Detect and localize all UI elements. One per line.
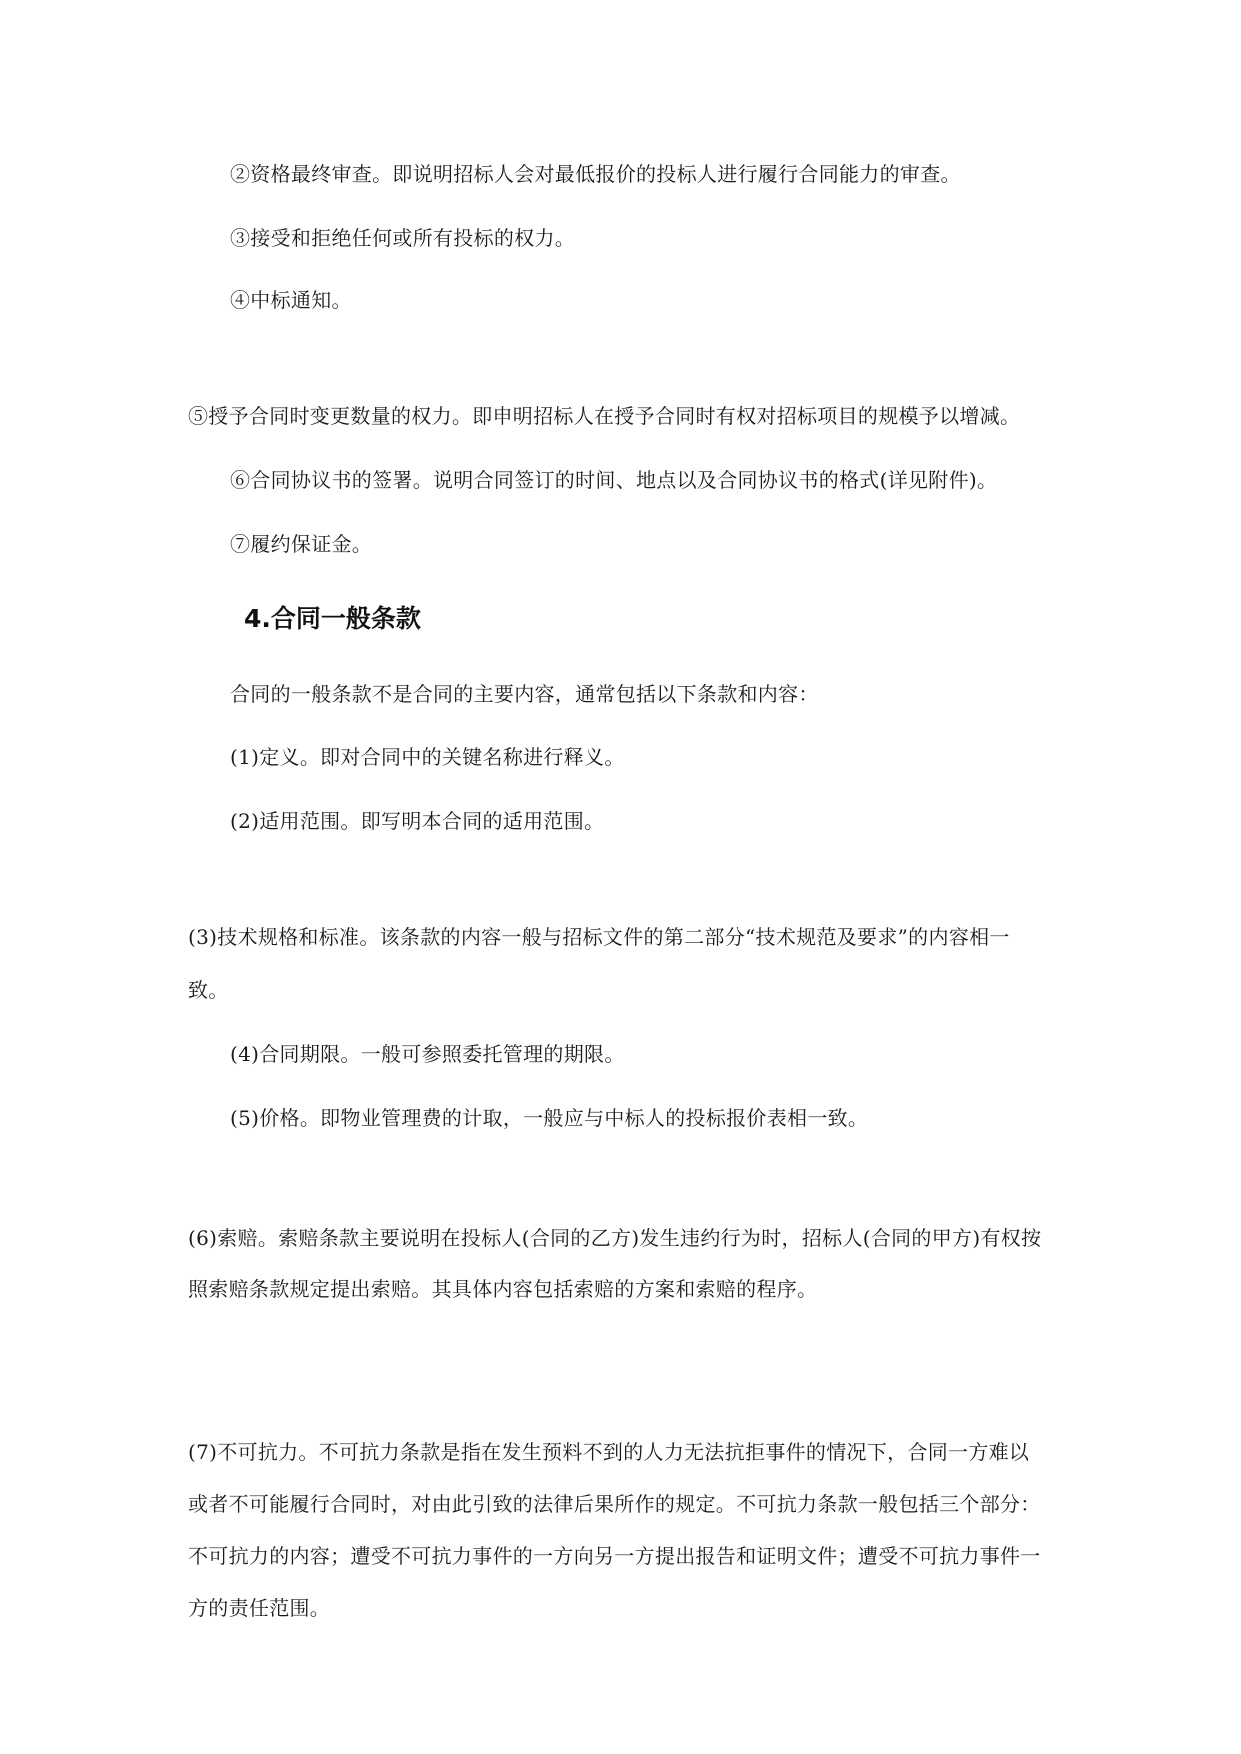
- item-5: ⑤授予合同时变更数量的权力。即申明招标人在授予合同时有权对招标项目的规模予以增减。: [188, 404, 1021, 428]
- clause-3-line-2: 致。: [188, 978, 229, 1002]
- clause-7-line-2: 或者不可能履行合同时，对由此引致的法律后果所作的规定。不可抗力条款一般包括三个部分：: [188, 1492, 1041, 1516]
- item-4: ④中标通知。: [230, 288, 352, 312]
- clause-4: (4)合同期限。一般可参照委托管理的期限。: [230, 1042, 625, 1066]
- clause-6-line-2: 照索赔条款规定提出索赔。其具体内容包括索赔的方案和索赔的程序。: [188, 1277, 818, 1301]
- clause-3-line-1: (3)技术规格和标准。该条款的内容一般与招标文件的第二部分“技术规范及要求”的内容相一: [188, 925, 1010, 949]
- intro-paragraph: 合同的一般条款不是合同的主要内容，通常包括以下条款和内容：: [230, 682, 819, 706]
- item-2: ②资格最终审查。即说明招标人会对最低报价的投标人进行履行合同能力的审查。: [230, 162, 961, 186]
- clause-6-line-1: (6)索赔。索赔条款主要说明在投标人(合同的乙方)发生违约行为时，招标人(合同的甲方)有权按: [188, 1226, 1042, 1250]
- clause-7-line-4: 方的责任范围。: [188, 1596, 331, 1620]
- item-3: ③接受和拒绝任何或所有投标的权力。: [230, 226, 576, 250]
- clause-5: (5)价格。即物业管理费的计取，一般应与中标人的投标报价表相一致。: [230, 1106, 869, 1130]
- clause-7-line-3: 不可抗力的内容；遭受不可抗力事件的一方向另一方提出报告和证明文件；遭受不可抗力事件一: [188, 1544, 1041, 1568]
- clause-2: (2)适用范围。即写明本合同的适用范围。: [230, 809, 605, 833]
- item-6: ⑥合同协议书的签署。说明合同签订的时间、地点以及合同协议书的格式(详见附件)。: [230, 468, 998, 492]
- clause-7-line-1: (7)不可抗力。不可抗力条款是指在发生预料不到的人力无法抗拒事件的情况下，合同一方难以: [188, 1440, 1030, 1464]
- item-7: ⑦履约保证金。: [230, 532, 373, 556]
- section-heading: 4.合同一般条款: [244, 604, 421, 633]
- clause-1: (1)定义。即对合同中的关键名称进行释义。: [230, 745, 625, 769]
